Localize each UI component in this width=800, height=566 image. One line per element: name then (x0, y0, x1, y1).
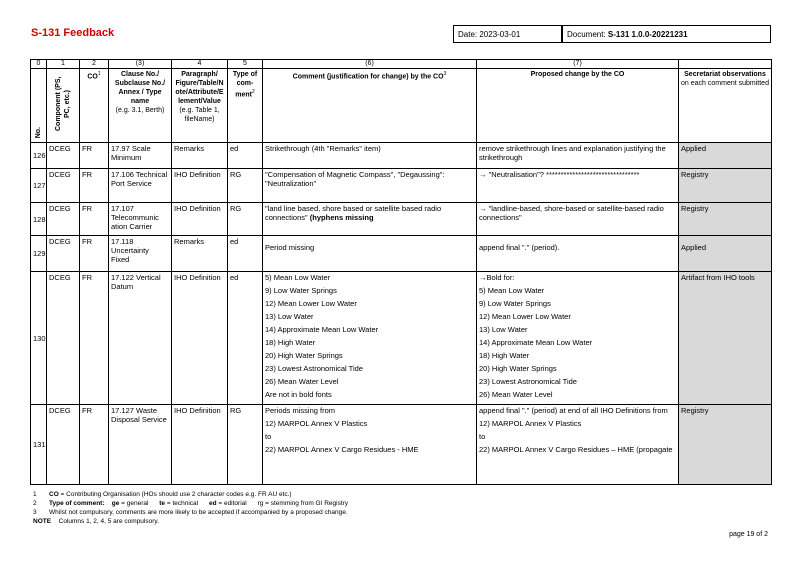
date-box: Date: 2023-03-01 (453, 25, 562, 43)
row-paragraph: IHO Definition (172, 272, 228, 405)
table-row (31, 169, 772, 203)
row-paragraph: Remarks (172, 236, 228, 272)
hdr-comment: Comment (justification for change) by the $CO^3$ (263, 69, 477, 143)
hdr-secretariat: Secretariat observations on each comment submitted (679, 69, 772, 143)
row-comment: Period missing (263, 236, 477, 272)
row-paragraph: IHO Definition (172, 405, 228, 485)
hdr-clause: Clause No./ Subclause No./ Annex / Type name (e.g. 3.1, Berth) (109, 69, 172, 143)
row-proposed: remove strikethrough lines and explanation justifying the strikethrough (477, 143, 679, 169)
row-component: DCEG (47, 203, 80, 236)
row-component: DCEG (47, 272, 80, 405)
row-type: ed (228, 143, 263, 169)
row-no: 131 (31, 405, 47, 485)
row-secretariat: Registry (679, 169, 772, 203)
row-clause: 17.122 Vertical Datum (109, 272, 172, 405)
header-row (31, 69, 772, 143)
row-secretariat: Applied (679, 236, 772, 272)
row-clause: 17.106 Technical Port Service (109, 169, 172, 203)
row-no: 129 (31, 236, 47, 272)
row-proposed: → "Neutralisation"? ******************************** (477, 169, 679, 203)
row-component: DCEG (47, 405, 80, 485)
row-paragraph: IHO Definition (172, 203, 228, 236)
colnum: (6) (263, 60, 477, 69)
row-no: 127 (31, 169, 47, 203)
footnote-1: 1 CO = Contributing Organisation (HOs should use 2 character codes e.g. FR AU etc.) (33, 491, 292, 498)
row-no: 126 (31, 143, 47, 169)
row-comment: Strikethrough (4th "Remarks" item) (263, 143, 477, 169)
row-component: DCEG (47, 169, 80, 203)
row-type: RG (228, 203, 263, 236)
row-paragraph: Remarks (172, 143, 228, 169)
row-clause: 17.127 Waste Disposal Service (109, 405, 172, 485)
row-type: ed (228, 236, 263, 272)
document-box (562, 25, 771, 43)
row-proposed: append final "." (period) at end of all IHO Definitions from 12) MARPOL Annex V Plastics to 22) MARPOL Annex V Cargo Residues – HME (propagate (477, 405, 679, 485)
row-proposed: → "landline-based, shore-based or satellite-based radio connections" (477, 203, 679, 236)
row-type: RG (228, 405, 263, 485)
footnote-2: 2 Type of comment: ge = general te = technical ed = editorial rg = stemming from GI Registry (33, 500, 349, 507)
row-comment: Periods missing from 12) MARPOL Annex V Plastics to 22) MARPOL Annex V Cargo Residues - HME (263, 405, 477, 485)
colnum: (3) (109, 60, 172, 69)
row-component: DCEG (47, 143, 80, 169)
footnote-3: 3 Whilst not compulsory, comments are more likely to be accepted if accompanied by a proposed change. (33, 509, 348, 516)
colnum-empty (679, 60, 772, 69)
row-co: FR (80, 405, 109, 485)
hdr-proposed: Proposed change by the CO (477, 69, 679, 143)
hdr-paragraph: Paragraph/ Figure/Table/N ote/Attribute/E lement/Value (e.g. Table 1, fileName) (172, 69, 228, 143)
table-row (31, 203, 772, 236)
page-title: S-131 Feedback (31, 27, 115, 39)
row-co: FR (80, 203, 109, 236)
row-co: FR (80, 143, 109, 169)
colnum: 5 (228, 60, 263, 69)
table-row (31, 143, 772, 169)
row-type: RG (228, 169, 263, 203)
row-co: FR (80, 169, 109, 203)
row-no: 130 (31, 272, 47, 405)
hdr-component: Component (PS, PC, etc.) (47, 69, 80, 143)
row-secretariat: Applied (679, 143, 772, 169)
row-comment: 5) Mean Low Water 9) Low Water Springs 12) Mean Lower Low Water 13) Low Water 14) Approximate Mean Low Water 18) High Water 20) High Water Springs 23) Lowest Astronomical Tide 26) Mean Water Level Are not in bold fonts (263, 272, 477, 405)
colnum: 4 (172, 60, 228, 69)
row-clause: 17.97 Scale Minimum (109, 143, 172, 169)
document-value: S-131 1.0.0-20221231 (607, 30, 688, 39)
table-row (31, 272, 772, 405)
row-clause: 17.107 Telecommunic ation Carrier (109, 203, 172, 236)
document-label: Document: (567, 30, 606, 39)
row-comment: "land line based, shore based or satellite based radio connections" (hyphens missing (263, 203, 477, 236)
row-secretariat: Registry (679, 203, 772, 236)
hdr-type: Type of com- ment$^2$ (228, 69, 263, 143)
page-number: page 19 of 2 (729, 531, 768, 538)
row-proposed: →Bold for: 5) Mean Low Water 9) Low Water Springs 12) Mean Lower Low Water 13) Low Water 14) Approximate Mean Low Water 18) High Water 20) High Water Springs 23) Lowest Astronomical Tide 26) Mean Water Level (477, 272, 679, 405)
colnum: (7) (477, 60, 679, 69)
row-no: 128 (31, 203, 47, 236)
row-type: ed (228, 272, 263, 405)
row-proposed: append final "." (period). (477, 236, 679, 272)
row-comment: "Compensation of Magnetic Compass", "Degaussing": "Neutralization" (263, 169, 477, 203)
table-row (31, 405, 772, 485)
row-secretariat: Artifact from IHO tools (679, 272, 772, 405)
colnum: 0 (31, 60, 47, 69)
row-secretariat: Registry (679, 405, 772, 485)
hdr-no: No. (31, 69, 47, 143)
table-row (31, 236, 772, 272)
row-clause: 17.118 Uncertainty Fixed (109, 236, 172, 272)
row-paragraph: IHO Definition (172, 169, 228, 203)
feedback-table (30, 59, 772, 485)
row-component: DCEG (47, 236, 80, 272)
colnum: 2 (80, 60, 109, 69)
note: NOTE Columns 1, 2, 4, 5 are compulsory. (33, 518, 159, 525)
colnum: 1 (47, 60, 80, 69)
row-co: FR (80, 236, 109, 272)
row-co: FR (80, 272, 109, 405)
column-number-row (31, 60, 772, 69)
hdr-co: $CO^1$ (80, 69, 109, 143)
